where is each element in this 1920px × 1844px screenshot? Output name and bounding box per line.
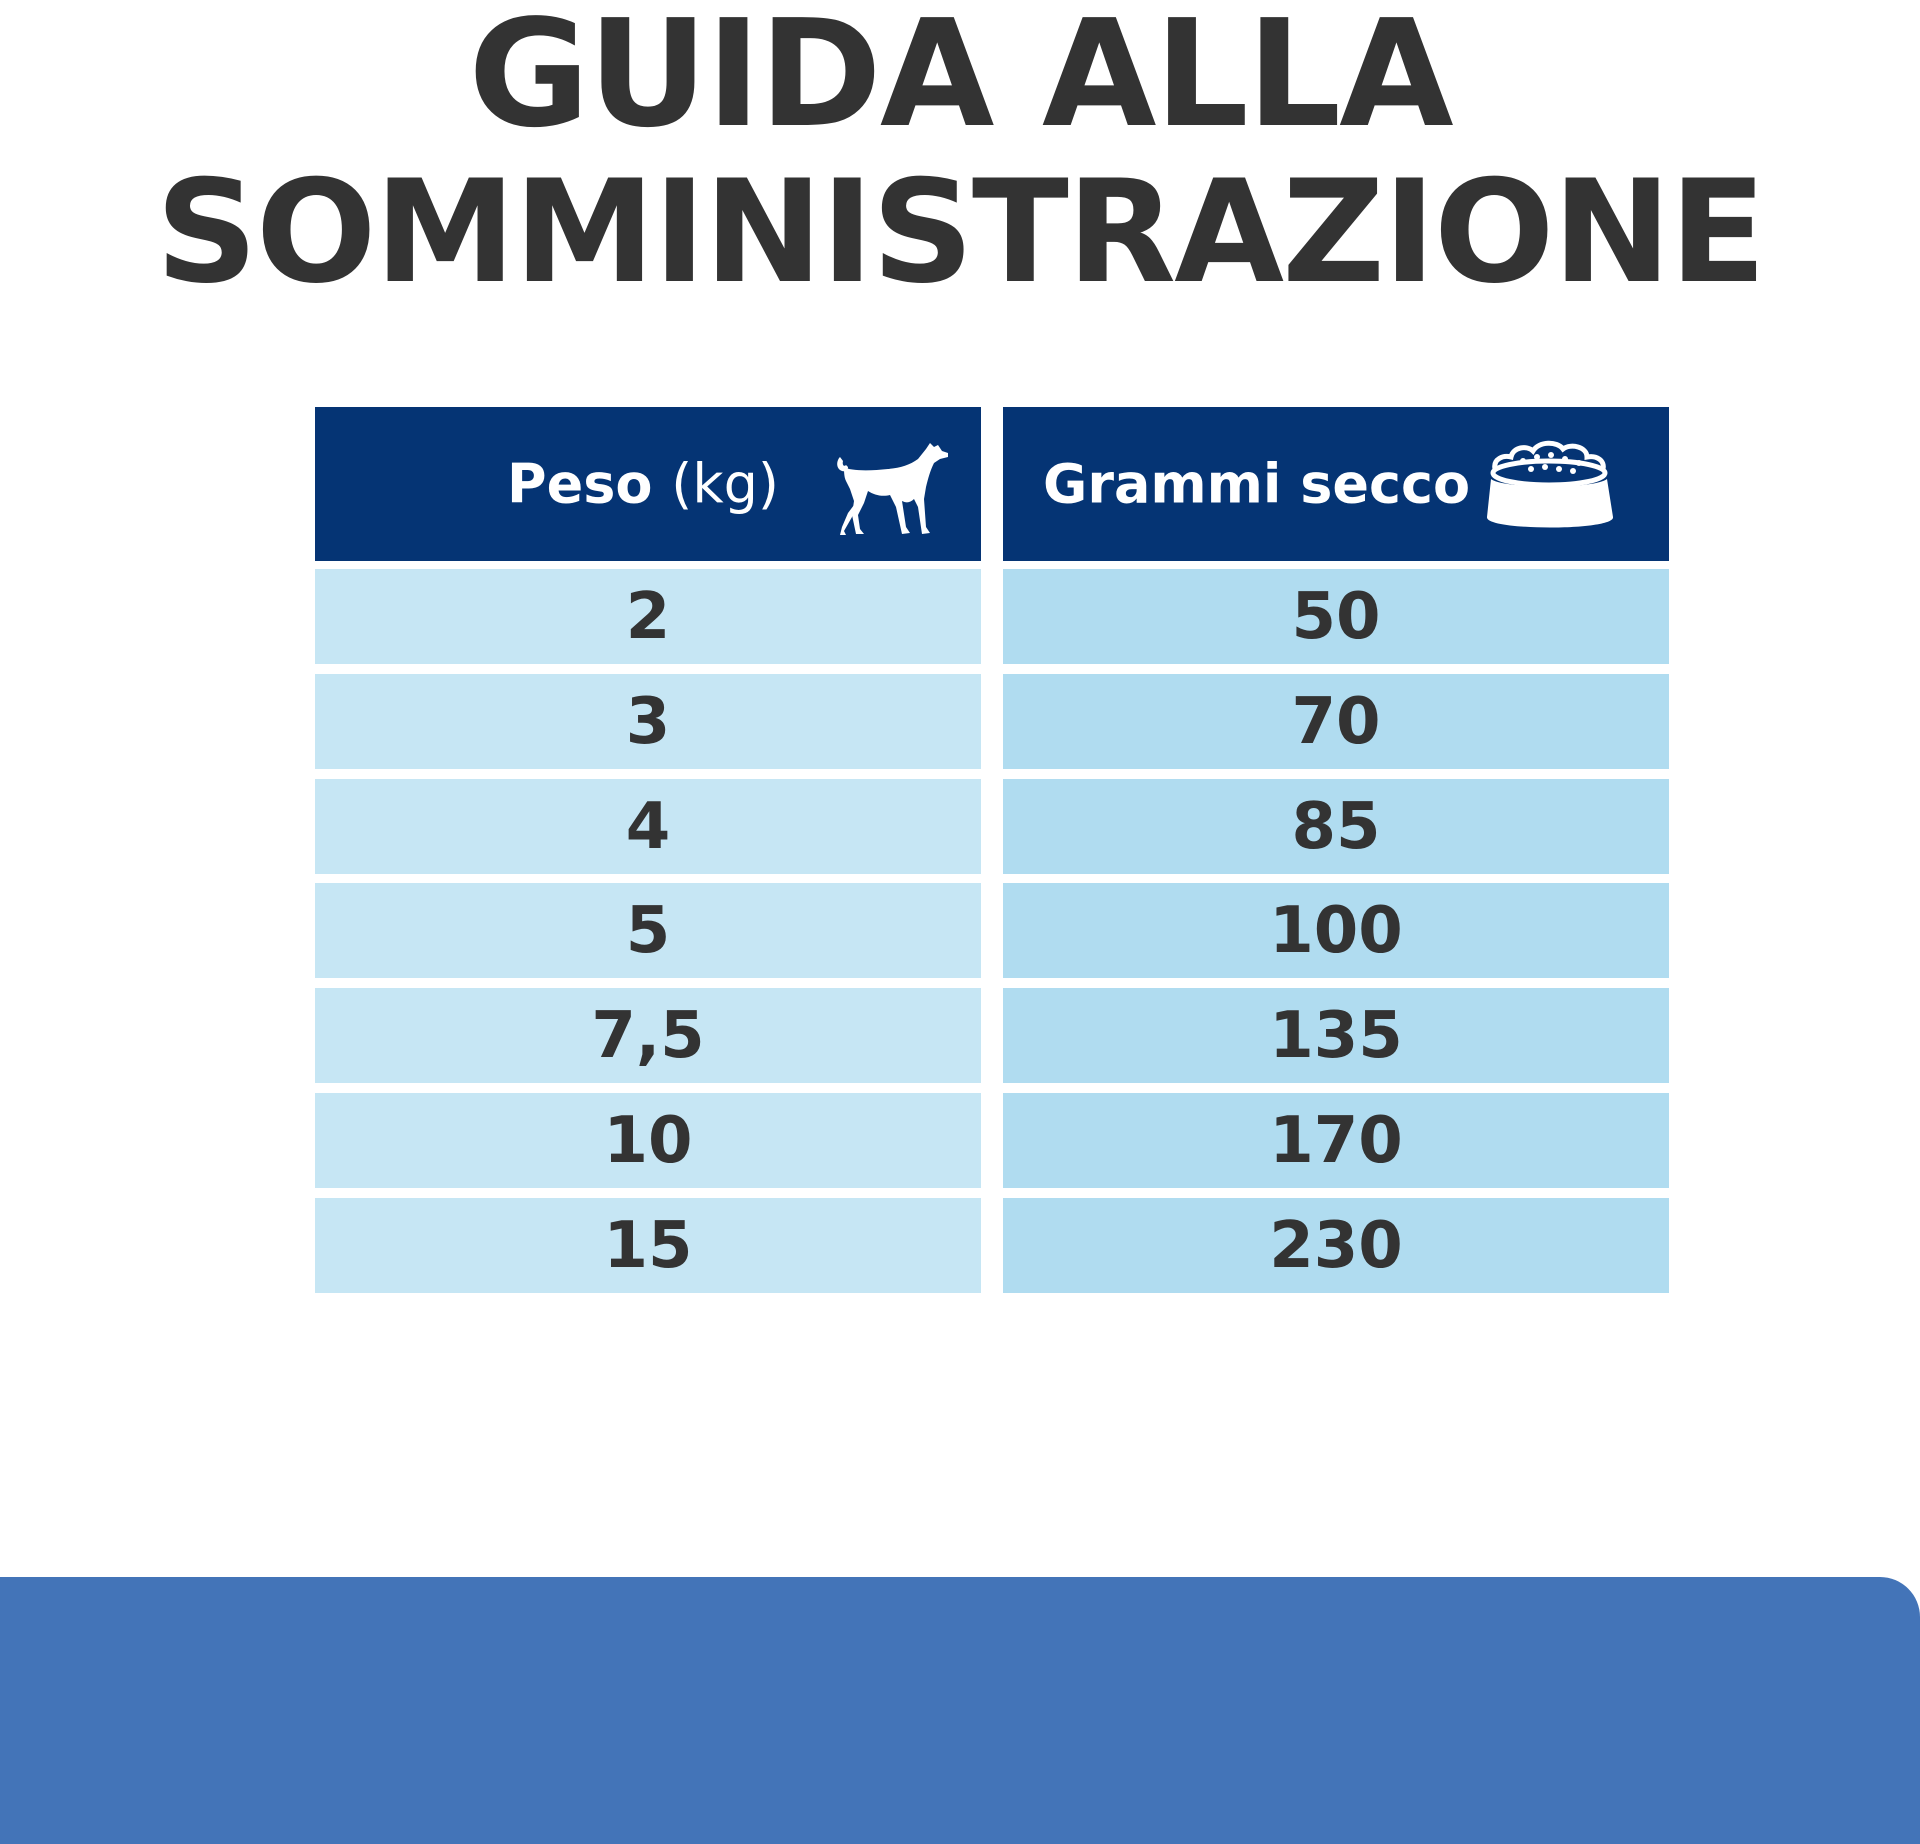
weight-cell-6: 10	[315, 1093, 981, 1188]
grams-cell-6: 170	[1003, 1093, 1669, 1188]
grams-cell-4: 100	[1003, 883, 1669, 978]
grams-header	[1003, 407, 1669, 561]
food-bowl-icon	[1483, 435, 1618, 535]
weight-cell-3: 4	[315, 779, 981, 874]
weight-cell-1: 2	[315, 569, 981, 664]
grams-cell-1: 50	[1003, 569, 1669, 664]
grams-cell-5: 135	[1003, 988, 1669, 1083]
footer-band	[0, 1577, 1920, 1844]
dog-icon	[830, 437, 960, 545]
page-title-line-2: SOMMINISTRAZIONE	[155, 150, 1765, 315]
weight-header-label: Peso (kg)	[507, 452, 779, 516]
weight-unit: (kg)	[671, 452, 779, 516]
weight-cell-5: 7,5	[315, 988, 981, 1083]
page-title-line-1: GUIDA ALLA	[468, 0, 1452, 160]
weight-cell-4: 5	[315, 883, 981, 978]
grams-cell-3: 85	[1003, 779, 1669, 874]
weight-cell-7: 15	[315, 1198, 981, 1293]
weight-header	[315, 407, 981, 561]
grams-cell-2: 70	[1003, 674, 1669, 769]
weight-cell-2: 3	[315, 674, 981, 769]
grams-header-label: Grammi secco	[1043, 452, 1471, 516]
grams-cell-7: 230	[1003, 1198, 1669, 1293]
